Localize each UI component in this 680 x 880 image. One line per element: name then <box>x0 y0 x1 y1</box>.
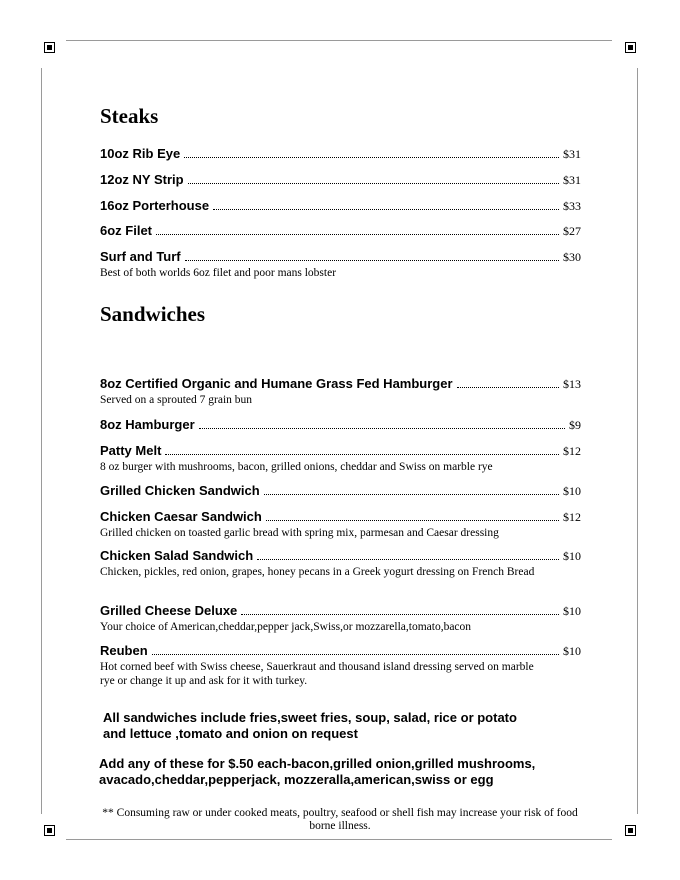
item-price: $31 <box>563 173 581 187</box>
leader-dots <box>457 376 559 388</box>
item-description: Your choice of American,cheddar,pepper jack,Swiss,or mozzarella,tomato,bacon <box>100 621 472 633</box>
menu-item <box>100 146 581 162</box>
bottom-border <box>66 839 612 840</box>
leader-dots <box>257 548 559 560</box>
leader-dots <box>184 146 559 158</box>
menu-item <box>100 548 581 579</box>
right-border <box>637 68 638 814</box>
item-name: 8oz Certified Organic and Humane Grass Fed Hamburger <box>100 376 453 391</box>
food-safety-disclaimer: ** Consuming raw or under cooked meats, poultry, seafood or shell fish may increase your risk of food borne illness. <box>102 807 578 832</box>
menu-item <box>100 223 581 239</box>
item-name: Surf and Turf <box>100 249 181 264</box>
sides-note: All sandwiches include fries,sweet fries, soup, salad, rice or potato and lettuce ,tomato and onion on request <box>103 710 517 741</box>
item-name: 8oz Hamburger <box>100 417 195 432</box>
item-name: 12oz NY Strip <box>100 172 184 187</box>
item-price: $12 <box>563 444 581 458</box>
top-border <box>66 40 612 41</box>
menu-item <box>100 443 581 474</box>
item-name: Chicken Caesar Sandwich <box>100 509 262 524</box>
item-description: Hot corned beef with Swiss cheese, Sauerkraut and thousand island dressing served on marble rye or change it up and ask for it with turkey. <box>100 661 534 687</box>
leader-dots <box>185 249 559 261</box>
item-description: 8 oz burger with mushrooms, bacon, grilled onions, cheddar and Swiss on marble rye <box>100 461 493 473</box>
item-price: $30 <box>563 250 581 264</box>
sandwiches-heading: Sandwiches <box>100 302 206 326</box>
item-price: $27 <box>563 224 581 238</box>
menu-item <box>100 376 581 407</box>
item-name: Patty Melt <box>100 443 162 458</box>
menu-item <box>100 249 581 280</box>
corner-mark-bottom-left <box>44 825 55 836</box>
item-price: $9 <box>569 418 581 432</box>
item-price: $13 <box>563 377 581 391</box>
item-name: 16oz Porterhouse <box>100 198 210 213</box>
item-price: $10 <box>563 549 581 563</box>
steaks-heading: Steaks <box>100 104 159 128</box>
leader-dots <box>152 643 559 655</box>
item-price: $12 <box>563 510 581 524</box>
item-price: $10 <box>563 484 581 498</box>
leader-dots <box>264 483 559 495</box>
leader-dots <box>165 443 559 455</box>
corner-mark-bottom-right <box>625 825 636 836</box>
item-name: Chicken Salad Sandwich <box>100 548 254 563</box>
menu-item <box>100 198 581 214</box>
menu-item <box>100 417 581 433</box>
item-price: $10 <box>563 604 581 618</box>
leader-dots <box>199 417 565 429</box>
leader-dots <box>213 198 559 210</box>
corner-mark-top-left <box>44 42 55 53</box>
item-description: Grilled chicken on toasted garlic bread with spring mix, parmesan and Caesar dressing <box>100 527 499 539</box>
leader-dots <box>241 603 559 615</box>
item-name: Grilled Chicken Sandwich <box>100 483 260 498</box>
item-price: $33 <box>563 199 581 213</box>
item-price: $10 <box>563 644 581 658</box>
item-description: Best of both worlds 6oz filet and poor mans lobster <box>100 267 337 279</box>
corner-mark-top-right <box>625 42 636 53</box>
leader-dots <box>156 223 559 235</box>
leader-dots <box>266 509 559 521</box>
item-name: Grilled Cheese Deluxe <box>100 603 238 618</box>
menu-item <box>100 172 581 188</box>
item-name: Reuben <box>100 643 148 658</box>
item-name: 10oz Rib Eye <box>100 146 181 161</box>
menu-item <box>100 483 581 499</box>
item-description: Chicken, pickles, red onion, grapes, honey pecans in a Greek yogurt dressing on French Bread <box>100 566 535 578</box>
item-price: $31 <box>563 147 581 161</box>
item-name: 6oz Filet <box>100 223 153 238</box>
menu-item <box>100 509 581 540</box>
item-description: Served on a sprouted 7 grain bun <box>100 394 253 406</box>
addons-note: Add any of these for $.50 each-bacon,grilled onion,grilled mushrooms, avacado,cheddar,pepperjack, mozzeralla,american,swiss or egg <box>99 756 536 787</box>
left-border <box>41 68 42 814</box>
leader-dots <box>188 172 559 184</box>
menu-item <box>100 643 581 688</box>
menu-item <box>100 603 581 634</box>
